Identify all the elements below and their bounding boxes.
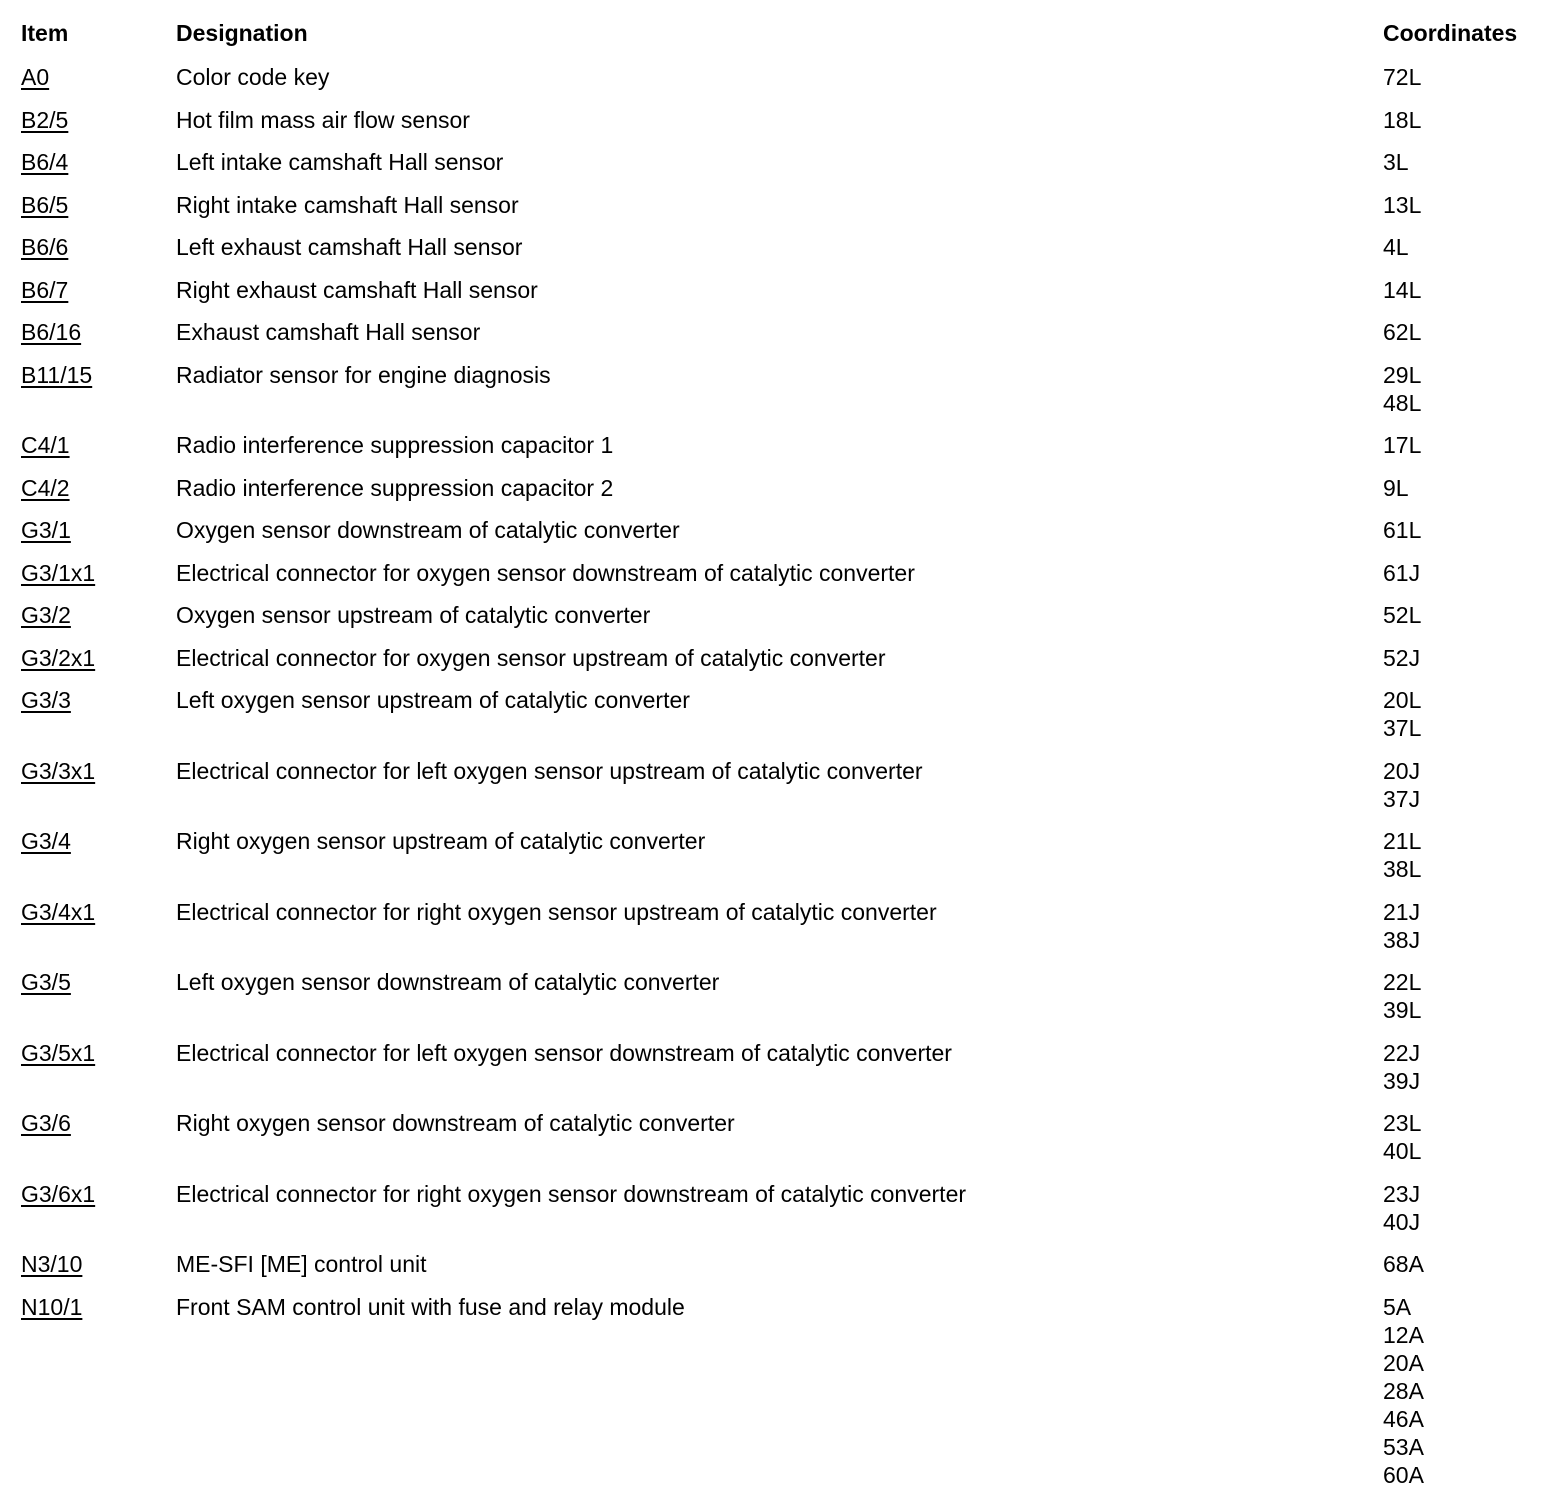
coordinates-cell <box>1383 431 1421 459</box>
item-link[interactable]: B6/4 <box>21 149 69 175</box>
item-cell <box>21 601 71 629</box>
coordinate-value: 9L <box>1383 475 1409 501</box>
item-link[interactable]: G3/4x1 <box>21 899 96 925</box>
item-cell <box>21 276 68 304</box>
item-link[interactable]: G3/4 <box>21 828 71 854</box>
coordinate-value: 46A <box>1383 1406 1424 1432</box>
coordinates-cell <box>1383 148 1409 176</box>
coordinate-value: 61L <box>1383 517 1422 543</box>
item-cell <box>21 106 68 134</box>
coordinates-cell <box>1383 1109 1421 1165</box>
coordinate-value: 60A <box>1383 1462 1424 1488</box>
coordinate-value: 40L <box>1383 1138 1422 1164</box>
designation-cell: Left oxygen sensor downstream of catalytic converter <box>176 969 720 995</box>
coordinate-value: 29L <box>1383 362 1422 388</box>
coordinates-cell <box>1383 559 1420 587</box>
item-link[interactable]: C4/1 <box>21 432 70 458</box>
item-link[interactable]: G3/1x1 <box>21 560 96 586</box>
coordinate-value: 18L <box>1383 107 1422 133</box>
item-link[interactable]: G3/6 <box>21 1110 71 1136</box>
coordinate-value: 40J <box>1383 1209 1421 1235</box>
designation-cell: Right intake camshaft Hall sensor <box>176 192 519 218</box>
coordinates-cell <box>1383 1293 1424 1489</box>
coordinate-value: 53A <box>1383 1434 1424 1460</box>
coordinate-value: 38L <box>1383 856 1422 882</box>
designation-cell: Left exhaust camshaft Hall sensor <box>176 234 523 260</box>
coordinate-value: 20L <box>1383 687 1422 713</box>
coordinate-value: 48L <box>1383 390 1422 416</box>
item-cell <box>21 318 81 346</box>
designation-cell: Radio interference suppression capacitor 1 <box>176 432 614 458</box>
designation-cell: Electrical connector for right oxygen sensor upstream of catalytic converter <box>176 899 937 925</box>
coordinate-value: 39J <box>1383 1068 1421 1094</box>
item-link[interactable]: B6/5 <box>21 192 69 218</box>
item-cell <box>21 1109 71 1137</box>
coordinates-cell <box>1383 601 1421 629</box>
coordinate-value: 21J <box>1383 899 1421 925</box>
coordinates-cell <box>1383 276 1421 304</box>
coordinate-value: 61J <box>1383 560 1421 586</box>
item-link[interactable]: A0 <box>21 64 50 90</box>
item-cell <box>21 361 92 389</box>
coordinates-cell <box>1383 106 1421 134</box>
item-cell <box>21 1180 95 1208</box>
designation-cell: Front SAM control unit with fuse and relay module <box>176 1294 685 1320</box>
header-item: Item <box>21 20 69 46</box>
designation-cell: Right oxygen sensor upstream of catalytic converter <box>176 828 706 854</box>
item-link[interactable]: B6/6 <box>21 234 69 260</box>
coordinates-cell <box>1383 1250 1424 1278</box>
coordinate-value: 21L <box>1383 828 1422 854</box>
coordinate-value: 22L <box>1383 969 1422 995</box>
coordinate-value: 14L <box>1383 277 1422 303</box>
item-cell <box>21 431 70 459</box>
designation-cell: ME-SFI [ME] control unit <box>176 1251 427 1277</box>
coordinate-value: 4L <box>1383 234 1409 260</box>
coordinate-value: 23L <box>1383 1110 1422 1136</box>
coordinates-cell <box>1383 361 1421 417</box>
item-link[interactable]: G3/2x1 <box>21 645 96 671</box>
coordinates-cell <box>1383 898 1420 954</box>
coordinate-value: 5A <box>1383 1294 1412 1320</box>
designation-cell: Electrical connector for oxygen sensor downstream of catalytic converter <box>176 560 915 586</box>
designation-cell: Right exhaust camshaft Hall sensor <box>176 277 538 303</box>
coordinates-cell <box>1383 516 1421 544</box>
item-cell <box>21 1039 95 1067</box>
designation-cell: Radiator sensor for engine diagnosis <box>176 362 551 388</box>
header-coordinates: Coordinates <box>1383 20 1518 46</box>
coordinate-value: 20J <box>1383 758 1421 784</box>
item-link[interactable]: C4/2 <box>21 475 70 501</box>
designation-cell: Electrical connector for oxygen sensor upstream of catalytic converter <box>176 645 886 671</box>
coordinate-value: 28A <box>1383 1378 1424 1404</box>
designation-cell: Electrical connector for right oxygen sensor downstream of catalytic converter <box>176 1181 967 1207</box>
item-link[interactable]: B6/7 <box>21 277 69 303</box>
item-cell <box>21 474 70 502</box>
designation-cell: Oxygen sensor downstream of catalytic converter <box>176 517 680 543</box>
item-cell <box>21 644 95 672</box>
designation-cell: Oxygen sensor upstream of catalytic converter <box>176 602 651 628</box>
item-cell <box>21 827 71 855</box>
coordinate-value: 3L <box>1383 149 1409 175</box>
coordinate-value: 37L <box>1383 715 1422 741</box>
item-link[interactable]: G3/3 <box>21 687 71 713</box>
item-link[interactable]: G3/5 <box>21 969 71 995</box>
coordinate-value: 12A <box>1383 1322 1424 1348</box>
item-cell <box>21 898 95 926</box>
item-link[interactable]: G3/1 <box>21 517 71 543</box>
item-link[interactable]: G3/3x1 <box>21 758 96 784</box>
coordinate-value: 17L <box>1383 432 1422 458</box>
coordinate-value: 68A <box>1383 1251 1424 1277</box>
coordinate-value: 62L <box>1383 319 1422 345</box>
item-cell <box>21 63 49 91</box>
coordinate-value: 13L <box>1383 192 1422 218</box>
coordinates-cell <box>1383 757 1420 813</box>
coordinate-value: 39L <box>1383 997 1422 1023</box>
item-link[interactable]: B2/5 <box>21 107 69 133</box>
designation-cell: Exhaust camshaft Hall sensor <box>176 319 481 345</box>
item-cell <box>21 148 68 176</box>
designation-cell: Electrical connector for left oxygen sensor upstream of catalytic converter <box>176 758 923 784</box>
coordinates-cell <box>1383 827 1421 883</box>
item-cell <box>21 1293 82 1321</box>
item-cell <box>21 516 71 544</box>
item-link[interactable]: G3/6x1 <box>21 1181 96 1207</box>
designation-cell: Radio interference suppression capacitor 2 <box>176 475 614 501</box>
coordinates-cell <box>1383 968 1421 1024</box>
item-cell <box>21 1250 82 1278</box>
coordinates-cell <box>1383 474 1409 502</box>
item-link[interactable]: G3/5x1 <box>21 1040 96 1066</box>
coordinates-cell <box>1383 686 1421 742</box>
item-link[interactable]: B11/15 <box>21 362 93 388</box>
coordinates-cell <box>1383 233 1409 261</box>
coordinate-value: 37J <box>1383 786 1421 812</box>
designation-cell: Left oxygen sensor upstream of catalytic converter <box>176 687 690 713</box>
designation-cell: Right oxygen sensor downstream of catalytic converter <box>176 1110 735 1136</box>
coordinates-cell <box>1383 63 1421 91</box>
coordinates-cell <box>1383 191 1421 219</box>
item-link[interactable]: G3/2 <box>21 602 71 628</box>
item-link[interactable]: N10/1 <box>21 1294 83 1320</box>
item-cell <box>21 968 71 996</box>
coordinate-value: 20A <box>1383 1350 1424 1376</box>
item-cell <box>21 559 95 587</box>
designation-cell: Left intake camshaft Hall sensor <box>176 149 504 175</box>
coordinates-cell <box>1383 318 1421 346</box>
coordinate-value: 72L <box>1383 64 1422 90</box>
designation-cell: Hot film mass air flow sensor <box>176 107 470 133</box>
item-cell <box>21 757 95 785</box>
coordinate-value: 23J <box>1383 1181 1421 1207</box>
designation-cell: Electrical connector for left oxygen sensor downstream of catalytic converter <box>176 1040 952 1066</box>
coordinate-value: 52L <box>1383 602 1422 628</box>
coordinate-value: 38J <box>1383 927 1421 953</box>
item-cell <box>21 233 68 261</box>
item-link[interactable]: N3/10 <box>21 1251 83 1277</box>
designation-cell: Color code key <box>176 64 330 90</box>
item-cell <box>21 191 68 219</box>
coordinates-cell <box>1383 644 1420 672</box>
coordinate-value: 22J <box>1383 1040 1421 1066</box>
coordinates-cell <box>1383 1039 1420 1095</box>
item-cell <box>21 686 71 714</box>
header-designation: Designation <box>176 20 308 46</box>
item-link[interactable]: B6/16 <box>21 319 82 345</box>
coordinates-cell <box>1383 1180 1420 1236</box>
coordinate-value: 52J <box>1383 645 1421 671</box>
